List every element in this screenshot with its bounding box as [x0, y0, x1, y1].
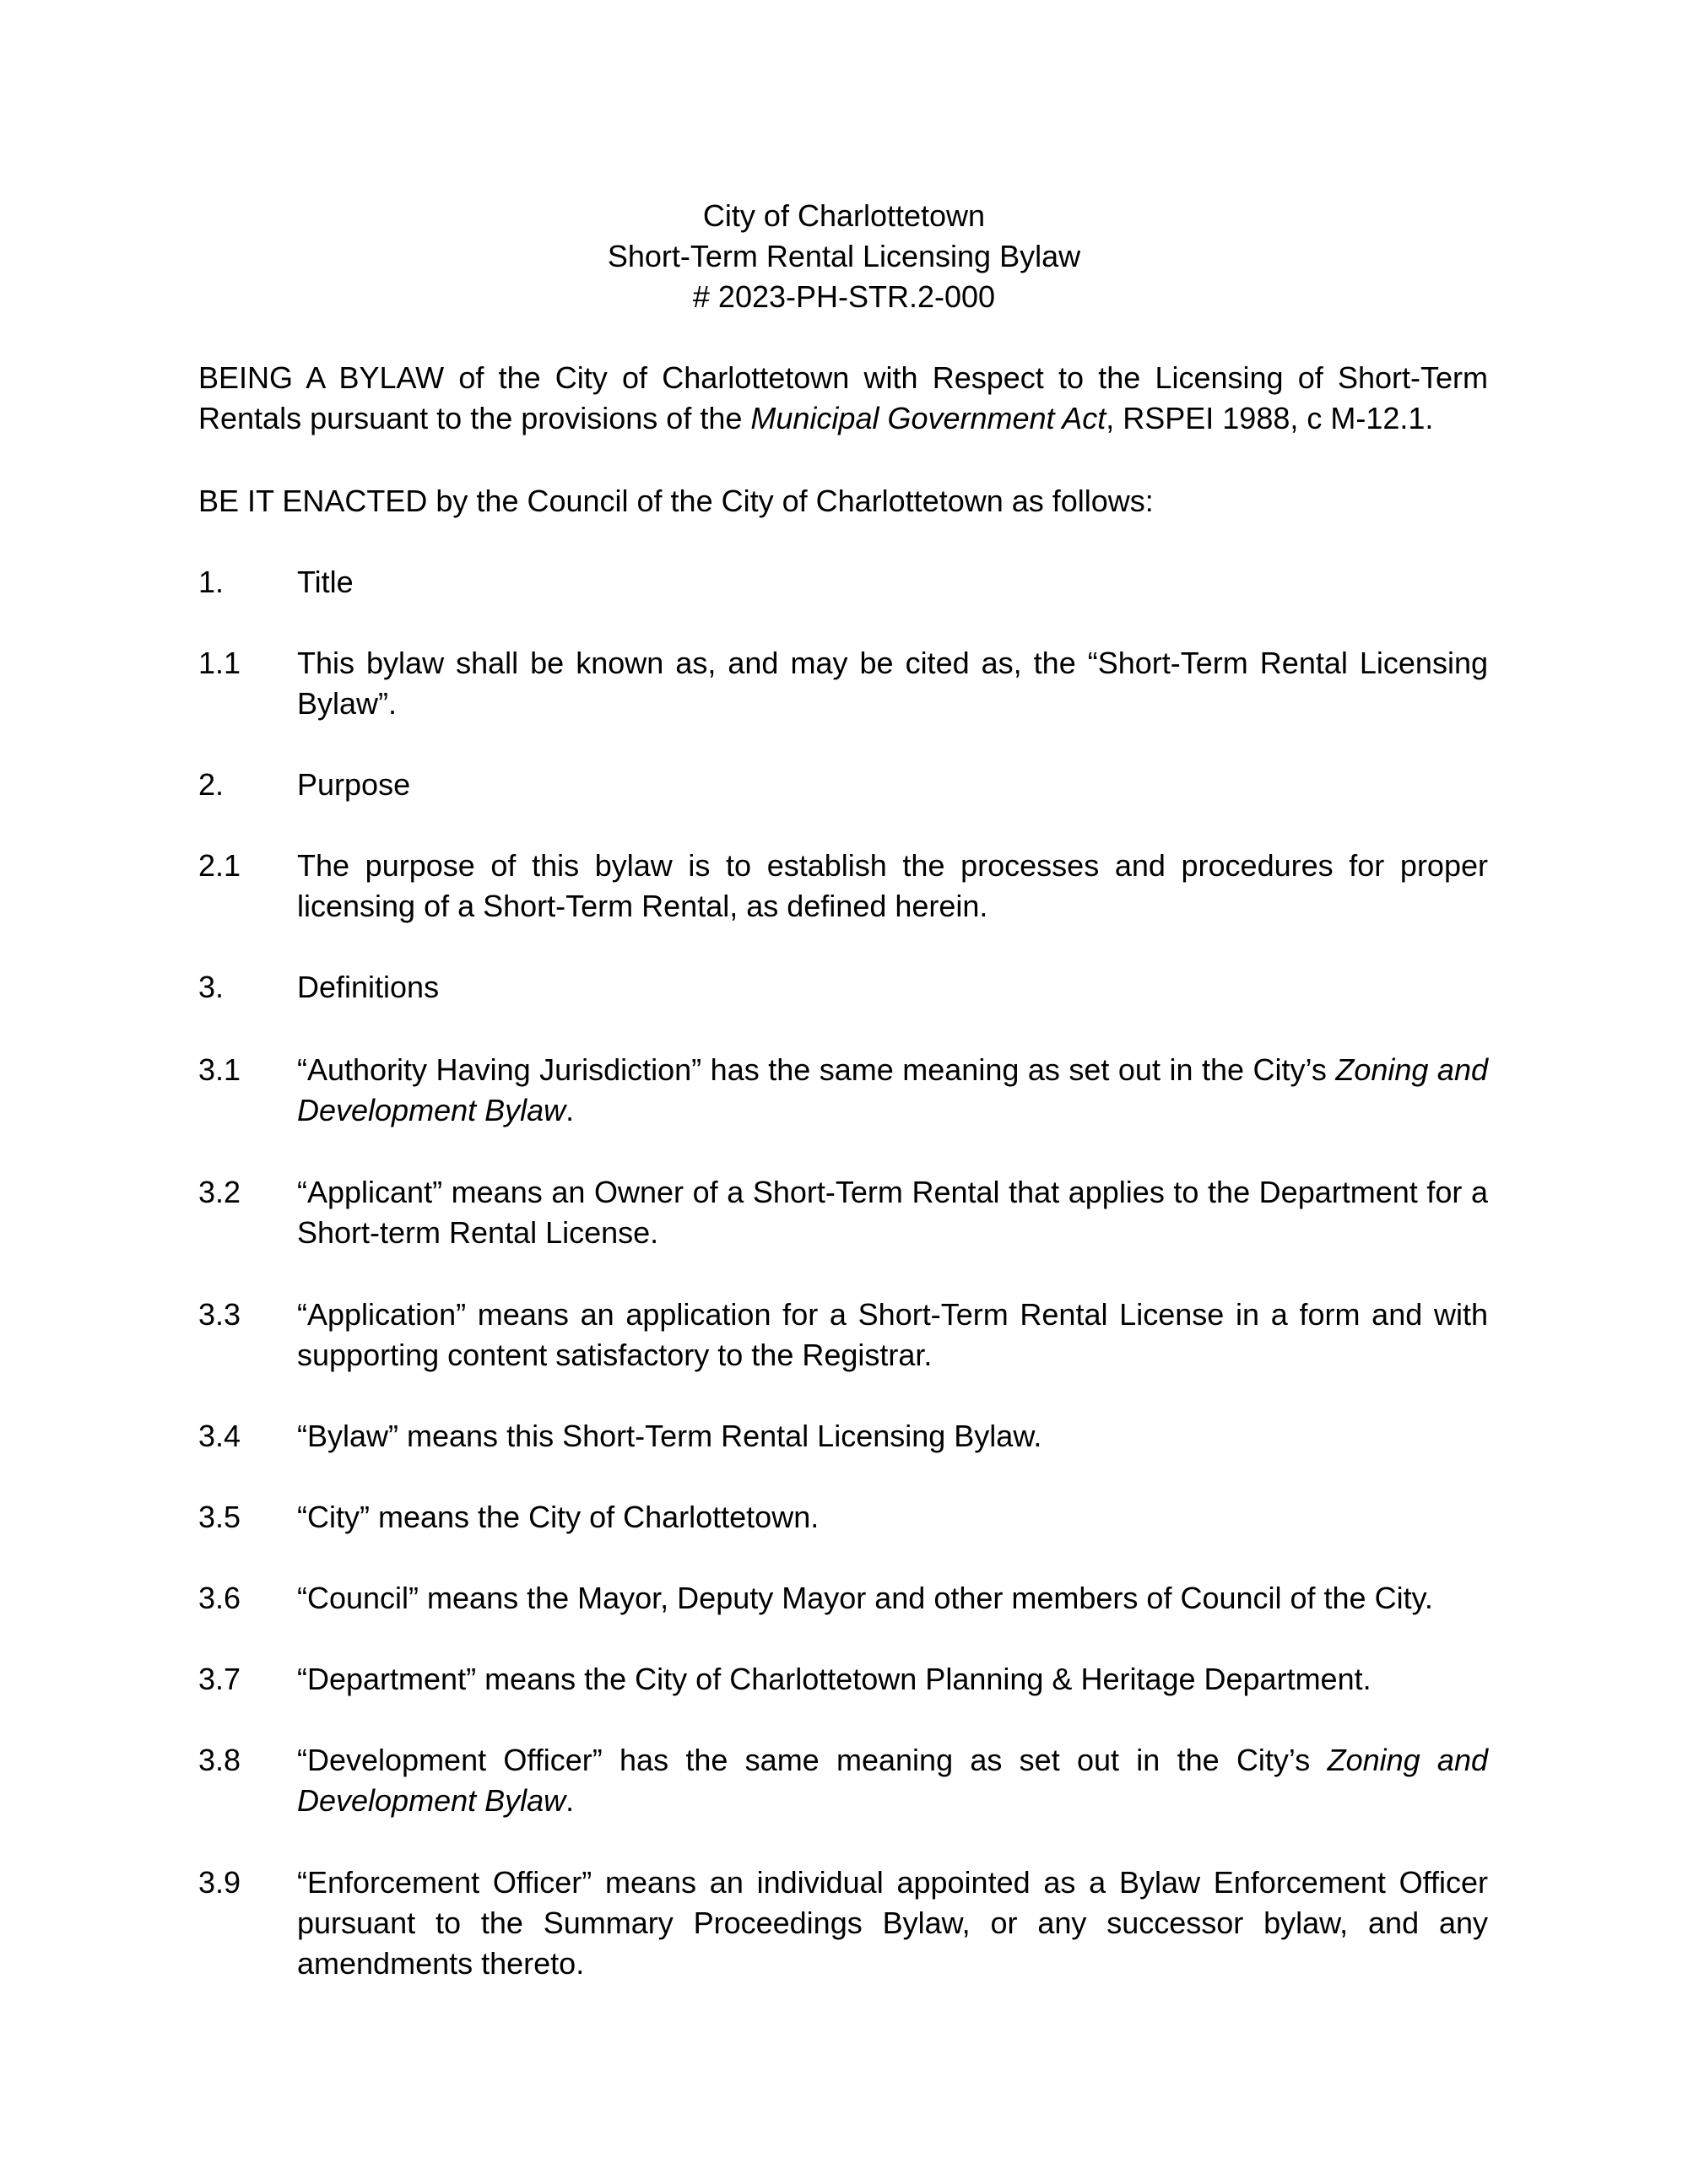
section-number: 2. — [198, 767, 225, 802]
clause-text: “Bylaw” means this Short-Term Rental Licensing Bylaw. — [297, 1419, 1042, 1453]
definition-text: “Authority Having Jurisdiction” has the same meaning as set out in the City’s — [297, 1052, 1336, 1087]
preamble-paragraph — [198, 358, 1488, 439]
enacting-lead: BE IT ENACTED — [198, 484, 428, 518]
definition-end: . — [565, 1783, 575, 1818]
document-title-block — [0, 196, 1688, 317]
clause-text: “Department” means the City of Charlottetown Planning & Heritage Department. — [297, 1662, 1372, 1696]
bylaw-title: Short-Term Rental Licensing Bylaw — [607, 239, 1081, 273]
referenced-bylaw: Zoning and Development Bylaw — [297, 1743, 1488, 1818]
clause-number: 3.1 — [198, 1052, 241, 1087]
clause-text: “Enforcement Officer” means an individual appointed as a Bylaw Enforcement Officer pursuant to the Summary Proceedings Bylaw, or any successor bylaw, and any amendments thereto. — [297, 1865, 1488, 1981]
definition-text: “Development Officer” has the same meaning as set out in the City’s — [297, 1743, 1328, 1777]
clause-number: 3.5 — [198, 1500, 241, 1534]
clause-number: 3.2 — [198, 1175, 241, 1209]
section-number: 1. — [198, 565, 225, 599]
clause-text: The purpose of this bylaw is to establish the processes and procedures for proper licensing of a Short-Term Rental, as defined herein. — [297, 848, 1488, 923]
city-name: City of Charlottetown — [702, 198, 986, 233]
clause-text — [297, 1050, 1488, 1131]
clause-number: 3.3 — [198, 1297, 241, 1332]
clause-number: 1.1 — [198, 646, 241, 680]
clause-text: “Applicant” means an Owner of a Short-Term Rental that applies to the Department for a Short-term Rental License. — [297, 1175, 1488, 1250]
preamble-lead: BEING A BYLAW — [198, 360, 445, 395]
clause-number: 2.1 — [198, 848, 241, 883]
enacting-clause — [198, 481, 1488, 522]
section-title: Title — [297, 565, 354, 599]
section-title: Purpose — [297, 767, 411, 802]
clause-text: “Council” means the Mayor, Deputy Mayor and other members of Council of the City. — [297, 1581, 1433, 1615]
preamble-text: of the City of Charlottetown with Respect to the Licensing of Short-Term Rentals pursuant to the provisions of the — [198, 360, 1488, 435]
definition-end: . — [565, 1093, 575, 1127]
section-title: Definitions — [297, 970, 440, 1004]
clause-number: 3.6 — [198, 1581, 241, 1615]
enacting-text: by the Council of the City of Charlottetown as follows: — [427, 484, 1154, 518]
referenced-bylaw: Zoning and Development Bylaw — [297, 1052, 1488, 1127]
clause-number: 3.9 — [198, 1865, 241, 1900]
section-number: 3. — [198, 970, 225, 1004]
clause-number: 3.8 — [198, 1743, 241, 1777]
clause-number: 3.4 — [198, 1419, 241, 1453]
clause-text — [297, 1740, 1488, 1821]
bylaw-number: # 2023-PH-STR.2-000 — [692, 279, 996, 314]
clause-text: This bylaw shall be known as, and may be cited as, the “Short-Term Rental Licensing Bylaw”. — [297, 646, 1488, 721]
clause-text: “City” means the City of Charlottetown. — [297, 1500, 820, 1534]
act-name: Municipal Government Act — [750, 401, 1106, 435]
preamble-citation: , RSPEI 1988, c M-12.1. — [1106, 401, 1434, 435]
clause-number: 3.7 — [198, 1662, 241, 1696]
clause-text: “Application” means an application for a Short-Term Rental License in a form and with supporting content satisfactory to the Registrar. — [297, 1297, 1488, 1372]
